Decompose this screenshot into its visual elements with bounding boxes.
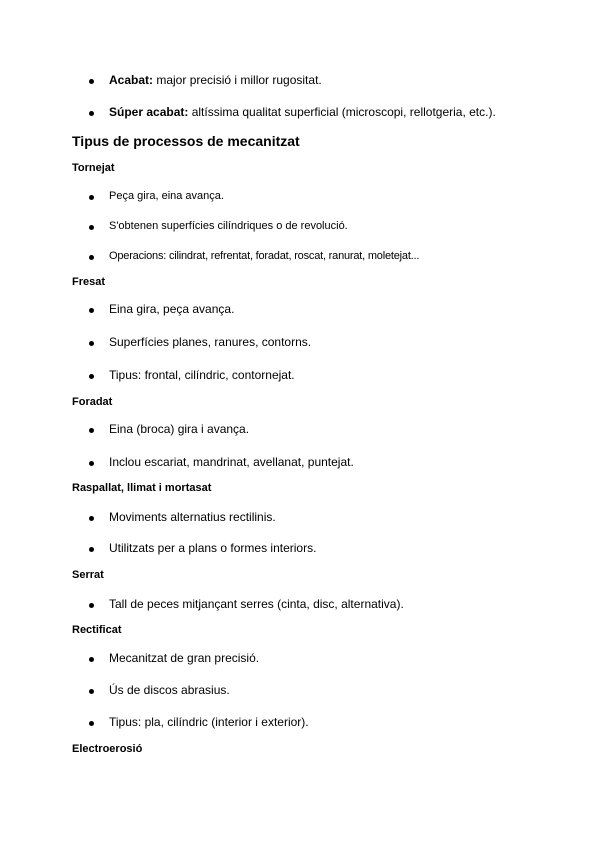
bullet-icon: [89, 657, 94, 662]
list-item-text: Ús de discos abrasius.: [109, 683, 230, 697]
section-heading: Rectificat: [72, 624, 122, 636]
term-label: Acabat:: [109, 73, 154, 87]
section-heading: Electroerosió: [72, 743, 143, 755]
bullet-icon: [89, 721, 94, 726]
bullet-icon: [89, 547, 94, 552]
list-item-text: Peça gira, eina avança.: [109, 190, 224, 202]
bullet-icon: [89, 341, 94, 346]
list-item-text: Tipus: frontal, cilíndric, contornejat.: [109, 368, 295, 382]
bullet-icon: [89, 195, 94, 200]
list-item-text: Súper acabat: altíssima qualitat superficial (microscopi, rellotgeria, etc.).: [109, 105, 496, 119]
list-item-text: Mecanitzat de gran precisió.: [109, 651, 260, 665]
bullet-icon: [89, 79, 94, 84]
section-heading: Fresat: [72, 276, 106, 288]
list-item-text: Utilitzats per a plans o formes interiors.: [109, 541, 317, 555]
list-item-text: Tall de peces mitjançant serres (cinta, disc, alternativa).: [109, 597, 404, 611]
bullet-icon: [89, 225, 94, 230]
list-item-text: Acabat: major precisió i millor rugositat.: [109, 73, 322, 87]
bullet-icon: [89, 689, 94, 694]
list-item-text: Tipus: pla, cilíndric (interior i exterior).: [109, 715, 309, 729]
list-item-text: Superfícies planes, ranures, contorns.: [109, 335, 312, 349]
list-item-text: Moviments alternatius rectilinis.: [109, 510, 276, 524]
section-heading: Serrat: [72, 569, 104, 581]
bullet-icon: [89, 516, 94, 521]
section-heading: Tornejat: [72, 162, 115, 174]
bullet-icon: [89, 255, 94, 260]
bullet-icon: [89, 111, 94, 116]
list-item-text: S'obtenen superfícies cilíndriques o de revolució.: [109, 220, 348, 232]
list-item-text: Inclou escariat, mandrinat, avellanat, puntejat.: [109, 455, 354, 469]
bullet-icon: [89, 308, 94, 313]
list-item-text: Operacions: cilindrat, refrentat, foradat, roscat, ranurat, moletejat...: [109, 250, 420, 262]
section-heading: Raspallat, llimat i mortasat: [72, 482, 212, 494]
bullet-icon: [89, 374, 94, 379]
bullet-icon: [89, 428, 94, 433]
bullet-icon: [89, 461, 94, 466]
bullet-icon: [89, 603, 94, 608]
term-label: Súper acabat:: [109, 105, 189, 119]
list-item-text: Eina gira, peça avança.: [109, 302, 235, 316]
section-title: Tipus de processos de mecanitzat: [72, 133, 300, 149]
section-heading: Foradat: [72, 396, 113, 408]
list-item-text: Eina (broca) gira i avança.: [109, 422, 250, 436]
